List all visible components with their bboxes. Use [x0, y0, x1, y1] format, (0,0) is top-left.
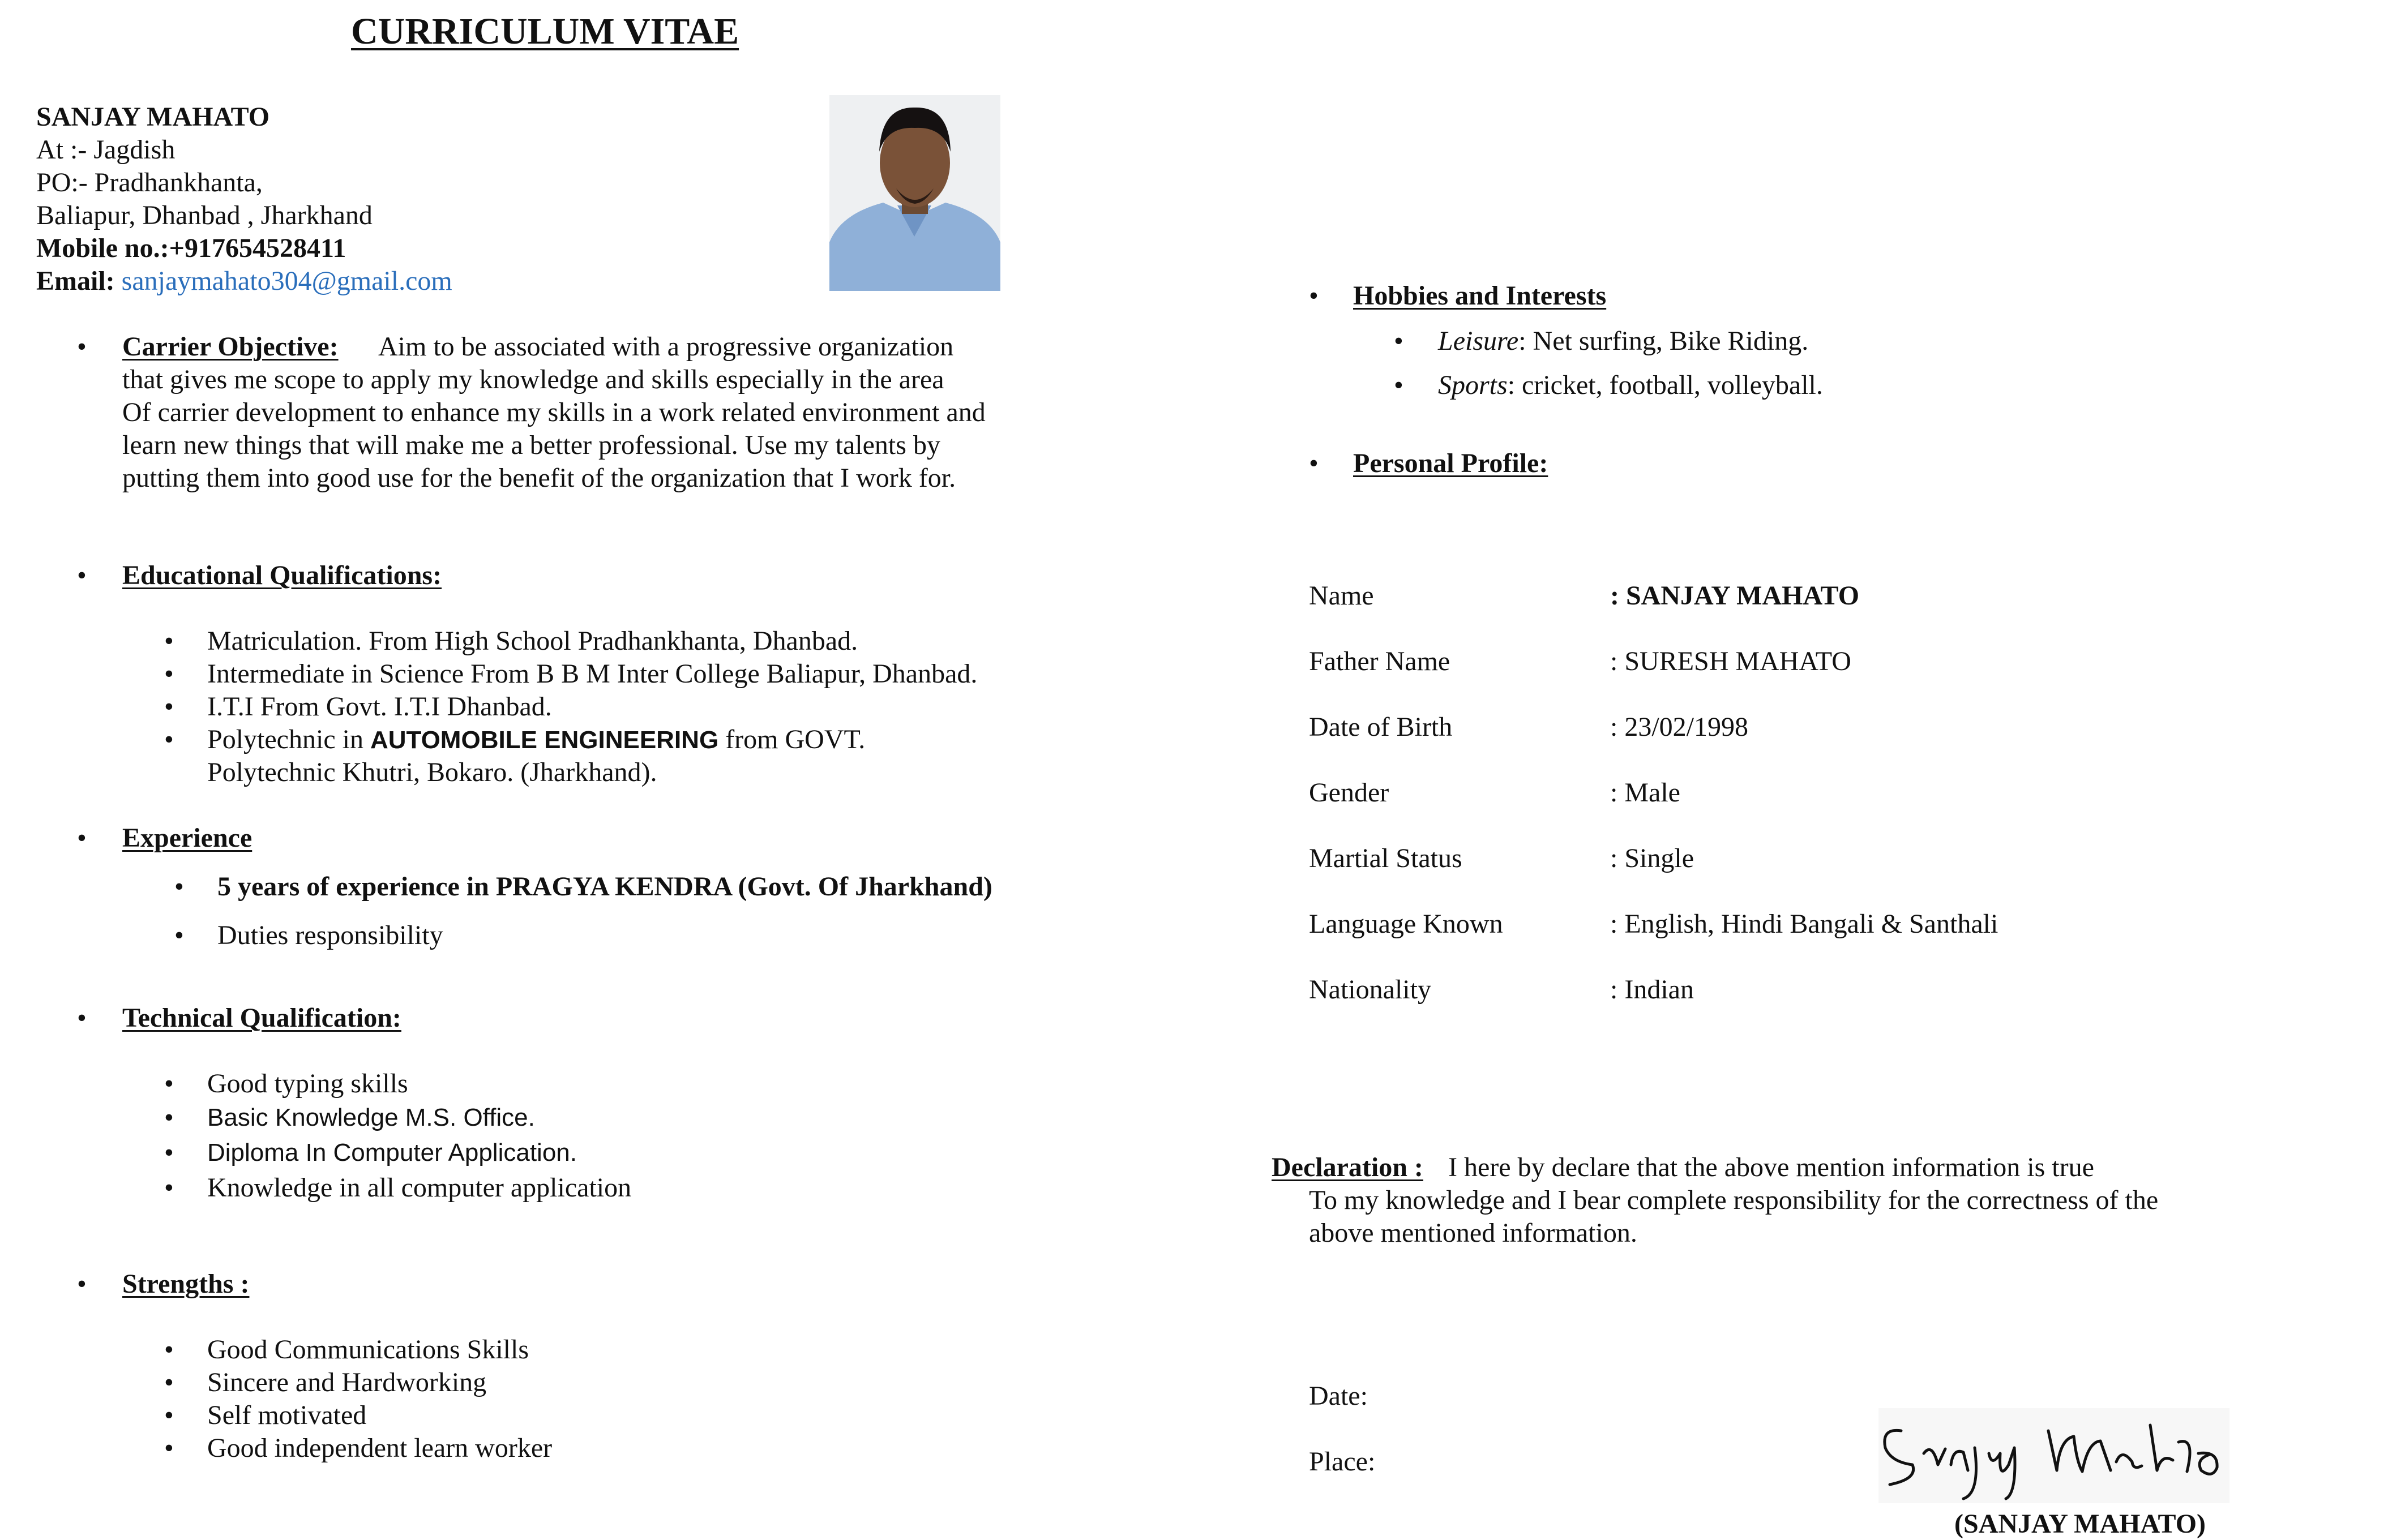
bullet: • [164, 692, 174, 722]
hobbies-heading: Hobbies and Interests [1353, 281, 1607, 311]
experience-item: Duties responsibility [217, 920, 443, 950]
poly-pre: Polytechnic in [207, 724, 370, 754]
education-item-continued: Polytechnic Khutri, Bokaro. (Jharkhand). [207, 757, 657, 787]
objective-line: learn new things that will make me a better professional. Use my talents by [122, 430, 940, 460]
profile-value: : SURESH MAHATO [1610, 646, 1851, 676]
strength-item: Sincere and Hardworking [207, 1367, 487, 1397]
declaration-line: To my knowledge and I bear complete responsibility for the correctness of the [1309, 1185, 2159, 1215]
signature-name: (SANJAY MAHATO) [1954, 1509, 2206, 1539]
profile-label: Name [1309, 581, 1374, 611]
bullet: • [174, 872, 184, 902]
bullet: • [164, 1335, 174, 1365]
declaration-heading: Declaration : [1272, 1152, 1423, 1182]
sports-label: Sports [1438, 370, 1508, 400]
bullet: • [164, 659, 174, 689]
poly-post: from GOVT. [718, 724, 866, 754]
technical-item: Basic Knowledge M.S. Office. [207, 1104, 535, 1131]
profile-label: Date of Birth [1309, 712, 1453, 742]
mobile-number: Mobile no.:+917654528411 [36, 233, 346, 263]
objective-line: that gives me scope to apply my knowledge and skills especially in the area [122, 364, 944, 394]
bullet: • [164, 626, 174, 656]
profile-label: Nationality [1309, 975, 1431, 1005]
email-row [36, 265, 452, 297]
bullet: • [1309, 281, 1319, 311]
objective-line: putting them into good use for the benefit of the organization that I work for. [122, 463, 956, 493]
bullet: • [164, 1367, 174, 1397]
place-label: Place: [1309, 1447, 1376, 1477]
declaration-line: I here by declare that the above mention information is true [1448, 1152, 2094, 1182]
address-line-2: PO:- Pradhankhanta, [36, 168, 263, 198]
experience-heading: Experience [122, 823, 253, 853]
technical-heading: Technical Qualification: [122, 1003, 401, 1033]
bullet: • [77, 1003, 87, 1033]
leisure-label: Leisure [1438, 326, 1519, 356]
profile-label: Father Name [1309, 646, 1450, 676]
technical-item: Knowledge in all computer application [207, 1173, 632, 1203]
bullet: • [164, 724, 174, 754]
profile-label: Martial Status [1309, 843, 1462, 873]
experience-item: 5 years of experience in PRAGYA KENDRA (Govt. Of Jharkhand) [217, 872, 992, 902]
education-heading: Educational Qualifications: [122, 560, 442, 590]
profile-label: Gender [1309, 778, 1389, 808]
profile-value: : Male [1610, 778, 1680, 808]
address-line-3: Baliapur, Dhanbad , Jharkhand [36, 200, 373, 230]
email-link[interactable]: sanjaymahato304@gmail.com [121, 266, 452, 296]
leisure-text: : Net surfing, Bike Riding. [1518, 326, 1809, 356]
profile-value: : English, Hindi Bangali & Santhali [1610, 909, 1998, 939]
education-item: Matriculation. From High School Pradhankhanta, Dhanbad. [207, 626, 858, 656]
bullet: • [164, 1103, 174, 1133]
bullet: • [164, 1400, 174, 1430]
strengths-heading: Strengths : [122, 1269, 250, 1299]
address-line-1: At :- Jagdish [36, 135, 176, 165]
profile-value: : Single [1610, 843, 1694, 873]
profile-photo [829, 95, 1000, 291]
bullet: • [174, 920, 184, 950]
signature-image [1878, 1408, 2229, 1503]
poly-branch: AUTOMOBILE ENGINEERING [370, 726, 719, 754]
bullet: • [164, 1173, 174, 1203]
bullet: • [77, 332, 87, 362]
sports-text: : cricket, football, volleyball. [1507, 370, 1823, 400]
bullet: • [77, 1269, 87, 1299]
bullet: • [1394, 370, 1403, 400]
hobby-leisure [1438, 325, 1808, 357]
bullet: • [1394, 326, 1403, 356]
document-title: CURRICULUM VITAE [351, 11, 739, 52]
profile-value: : 23/02/1998 [1610, 712, 1749, 742]
profile-label: Language Known [1309, 909, 1503, 939]
profile-value: : Indian [1610, 975, 1694, 1005]
objective-heading: Carrier Objective: [122, 332, 339, 362]
technical-item: Diploma In Computer Application. [207, 1139, 577, 1166]
declaration-line: above mentioned information. [1309, 1218, 1637, 1248]
strength-item: Self motivated [207, 1400, 367, 1430]
bullet: • [1309, 448, 1319, 478]
objective-line: Aim to be associated with a progressive organization [378, 332, 954, 362]
bullet: • [164, 1433, 174, 1463]
education-item-polytechnic [207, 723, 865, 756]
profile-heading: Personal Profile: [1353, 448, 1548, 478]
date-label: Date: [1309, 1381, 1368, 1411]
technical-item: Good typing skills [207, 1069, 408, 1099]
education-item: Intermediate in Science From B B M Inter College Baliapur, Dhanbad. [207, 659, 978, 689]
education-item: I.T.I From Govt. I.T.I Dhanbad. [207, 692, 552, 722]
bullet: • [164, 1069, 174, 1099]
profile-value-name: : SANJAY MAHATO [1610, 581, 1860, 611]
strength-item: Good Communications Skills [207, 1335, 529, 1365]
objective-line: Of carrier development to enhance my skills in a work related environment and [122, 397, 986, 427]
hobby-sports [1438, 369, 1823, 401]
bullet: • [77, 560, 87, 590]
bullet: • [77, 823, 87, 853]
applicant-name: SANJAY MAHATO [36, 102, 270, 132]
bullet: • [164, 1138, 174, 1168]
strength-item: Good independent learn worker [207, 1433, 553, 1463]
email-label: Email: [36, 266, 115, 296]
